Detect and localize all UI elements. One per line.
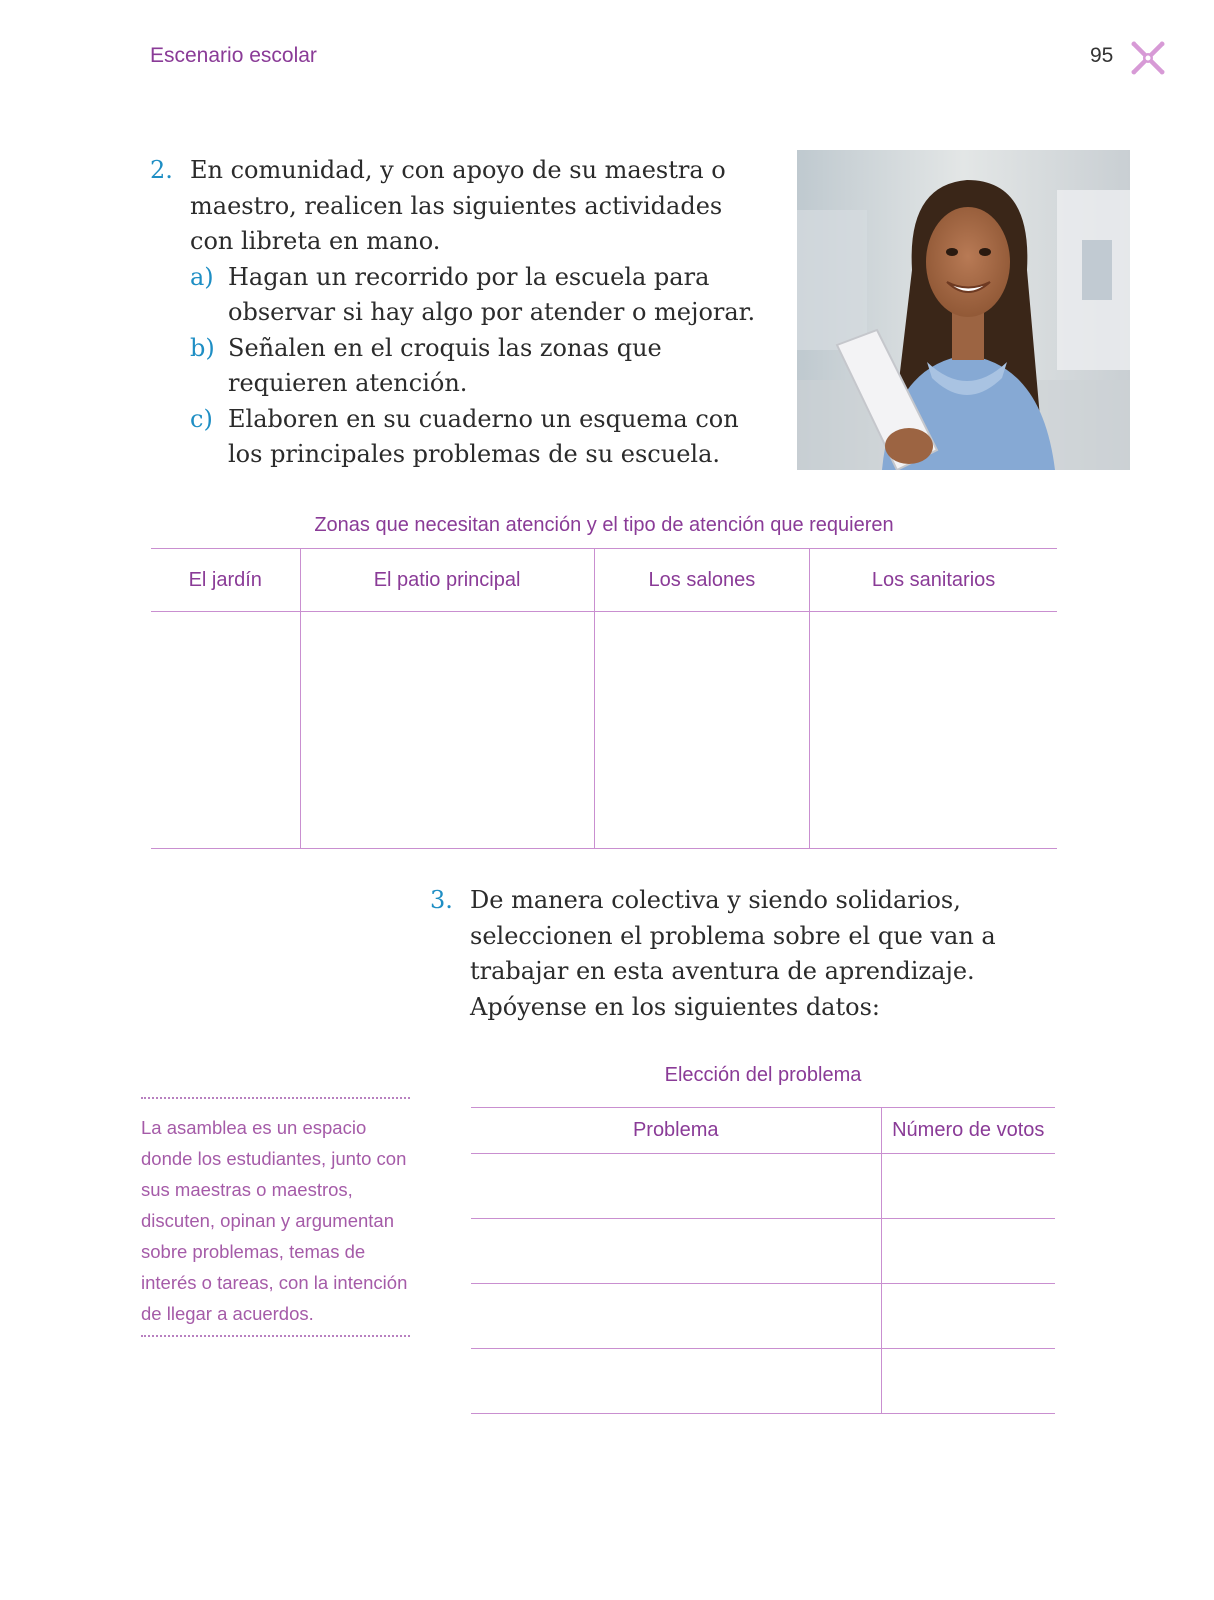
- problem-cell[interactable]: [471, 1349, 881, 1414]
- votes-cell[interactable]: [881, 1154, 1055, 1219]
- zones-cell-garden[interactable]: [151, 612, 300, 849]
- activity-3-number: 3.: [430, 886, 453, 914]
- activity-3-text: De manera colectiva y siendo solidarios, seleccionen el problema sobre el que van a trabajar en esta aventura de aprendizaje. Apóyense en los siguientes datos:: [470, 886, 996, 1021]
- zones-table: [151, 548, 1057, 849]
- student-photo: [797, 150, 1130, 470]
- item-letter: c): [190, 404, 213, 433]
- decorative-star-icon: [1128, 38, 1168, 78]
- section-title: Escenario escolar: [150, 44, 317, 67]
- zones-cell-patio[interactable]: [300, 612, 594, 849]
- activity-2-text: En comunidad, y con apoyo de su maestra o maestro, realicen las siguientes actividades con libreta en mano.: [190, 156, 726, 255]
- activity-3: [430, 883, 1020, 1025]
- votes-table-caption: Elección del problema: [664, 1064, 862, 1086]
- table-row: [471, 1154, 1055, 1219]
- item-letter: b): [190, 333, 215, 362]
- zones-cell-classrooms[interactable]: [594, 612, 810, 849]
- activity-2-item-a: [190, 260, 770, 331]
- item-text: Hagan un recorrido por la escuela para observar si hay algo por atender o mejorar.: [228, 262, 756, 326]
- votes-cell[interactable]: [881, 1284, 1055, 1349]
- votes-header-count: Número de votos: [881, 1108, 1055, 1154]
- zones-table-caption: Zonas que necesitan atención y el tipo de atención que requieren: [314, 514, 894, 536]
- votes-cell[interactable]: [881, 1219, 1055, 1284]
- item-text: Elaboren en su cuaderno un esquema con los principales problemas de su escuela.: [228, 404, 739, 468]
- table-row: [471, 1349, 1055, 1414]
- votes-cell[interactable]: [881, 1349, 1055, 1414]
- activity-2-item-b: [190, 331, 770, 402]
- item-letter: a): [190, 262, 214, 291]
- votes-header-problem: Problema: [471, 1108, 881, 1154]
- problem-cell[interactable]: [471, 1219, 881, 1284]
- zones-header-classrooms: Los salones: [594, 549, 810, 612]
- votes-table: [471, 1107, 1055, 1414]
- activity-2-number: 2.: [150, 156, 173, 184]
- table-row: [471, 1284, 1055, 1349]
- glossary-note: La asamblea es un espacio donde los estudiantes, junto con sus maestras o maestros, discuten, opinan y argumentan sobre problemas, temas de interés o tareas, con la intención de llegar a acuerdos.: [141, 1097, 410, 1337]
- zones-header-garden: El jardín: [151, 549, 300, 612]
- activity-2: [150, 153, 770, 473]
- page-number: 95: [1090, 44, 1114, 67]
- table-row: [471, 1219, 1055, 1284]
- zones-header-restrooms: Los sanitarios: [810, 549, 1057, 612]
- problem-cell[interactable]: [471, 1284, 881, 1349]
- item-text: Señalen en el croquis las zonas que requieren atención.: [228, 333, 662, 397]
- problem-cell[interactable]: [471, 1154, 881, 1219]
- zones-header-patio: El patio principal: [300, 549, 594, 612]
- activity-2-item-c: [190, 402, 770, 473]
- zones-cell-restrooms[interactable]: [810, 612, 1057, 849]
